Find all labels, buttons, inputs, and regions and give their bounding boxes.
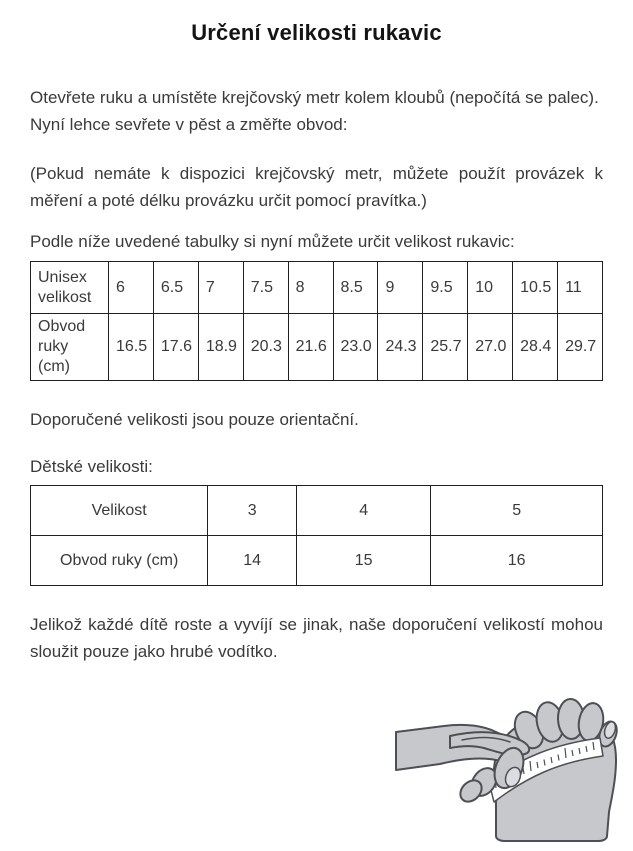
table-cell: 9.5 bbox=[423, 262, 468, 314]
row-label-children-size: Velikost bbox=[31, 486, 208, 536]
table-cell: 5 bbox=[431, 486, 603, 536]
table-cell: 21.6 bbox=[288, 314, 333, 381]
table-cell: 7 bbox=[198, 262, 243, 314]
table-cell: 10.5 bbox=[513, 262, 558, 314]
table-cell: 8.5 bbox=[333, 262, 378, 314]
children-sizes-heading: Dětské velikosti: bbox=[30, 457, 153, 476]
table-cell: 28.4 bbox=[513, 314, 558, 381]
table-cell: 18.9 bbox=[198, 314, 243, 381]
table-row-unisex-sizes bbox=[31, 262, 603, 314]
table-cell: 15 bbox=[296, 536, 430, 586]
table-cell: 16.5 bbox=[109, 314, 154, 381]
table-cell: 16 bbox=[431, 536, 603, 586]
row-label-hand-circumference: Obvod ruky (cm) bbox=[31, 314, 109, 381]
table-cell: 6 bbox=[109, 262, 154, 314]
table-cell: 6.5 bbox=[153, 262, 198, 314]
table-cell: 7.5 bbox=[243, 262, 288, 314]
table-row-children-circumference bbox=[31, 536, 603, 586]
paragraph-measure-instructions bbox=[30, 84, 603, 138]
table-cell: 20.3 bbox=[243, 314, 288, 381]
note-sizes-orientation: Doporučené velikosti jsou pouze orientační. bbox=[30, 410, 359, 429]
table-cell: 9 bbox=[378, 262, 423, 314]
paragraph-string-tip: (Pokud nemáte k dispozici krejčovský metr, můžete použít provázek k měření a poté délku provázku určit pomocí pravítka.) bbox=[30, 164, 603, 210]
paragraph-line: Nyní lehce sevřete v pěst a změřte obvod: bbox=[30, 115, 348, 134]
table-cell: 17.6 bbox=[153, 314, 198, 381]
table-cell: 10 bbox=[468, 262, 513, 314]
row-label-children-hand-circumference: Obvod ruky (cm) bbox=[31, 536, 208, 586]
table-cell: 14 bbox=[208, 536, 297, 586]
paragraph-table-intro: Podle níže uvedené tabulky si nyní můžete určit velikost rukavic: bbox=[30, 232, 515, 251]
children-size-table bbox=[30, 485, 603, 586]
unisex-size-table bbox=[30, 261, 603, 381]
table-cell: 3 bbox=[208, 486, 297, 536]
table-cell: 8 bbox=[288, 262, 333, 314]
table-cell: 4 bbox=[296, 486, 430, 536]
table-cell: 25.7 bbox=[423, 314, 468, 381]
page-title: Určení velikosti rukavic bbox=[191, 20, 442, 45]
table-cell: 23.0 bbox=[333, 314, 378, 381]
table-cell: 27.0 bbox=[468, 314, 513, 381]
table-cell: 29.7 bbox=[558, 314, 603, 381]
hand-measuring-illustration bbox=[392, 684, 629, 842]
paragraph-line: Otevřete ruku a umístěte krejčovský metr kolem kloubů (nepočítá se palec). bbox=[30, 88, 599, 107]
table-cell: 11 bbox=[558, 262, 603, 314]
table-row-children-sizes bbox=[31, 486, 603, 536]
table-cell: 24.3 bbox=[378, 314, 423, 381]
row-label-unisex-size: Unisex velikost bbox=[31, 262, 109, 314]
note-children-guideline: Jelikož každé dítě roste a vyvíjí se jinak, naše doporučení velikostí mohou sloužit pouze jako hrubé vodítko. bbox=[30, 615, 603, 661]
table-row-unisex-circumference bbox=[31, 314, 603, 381]
hand-with-measuring-tape-icon bbox=[392, 684, 629, 842]
